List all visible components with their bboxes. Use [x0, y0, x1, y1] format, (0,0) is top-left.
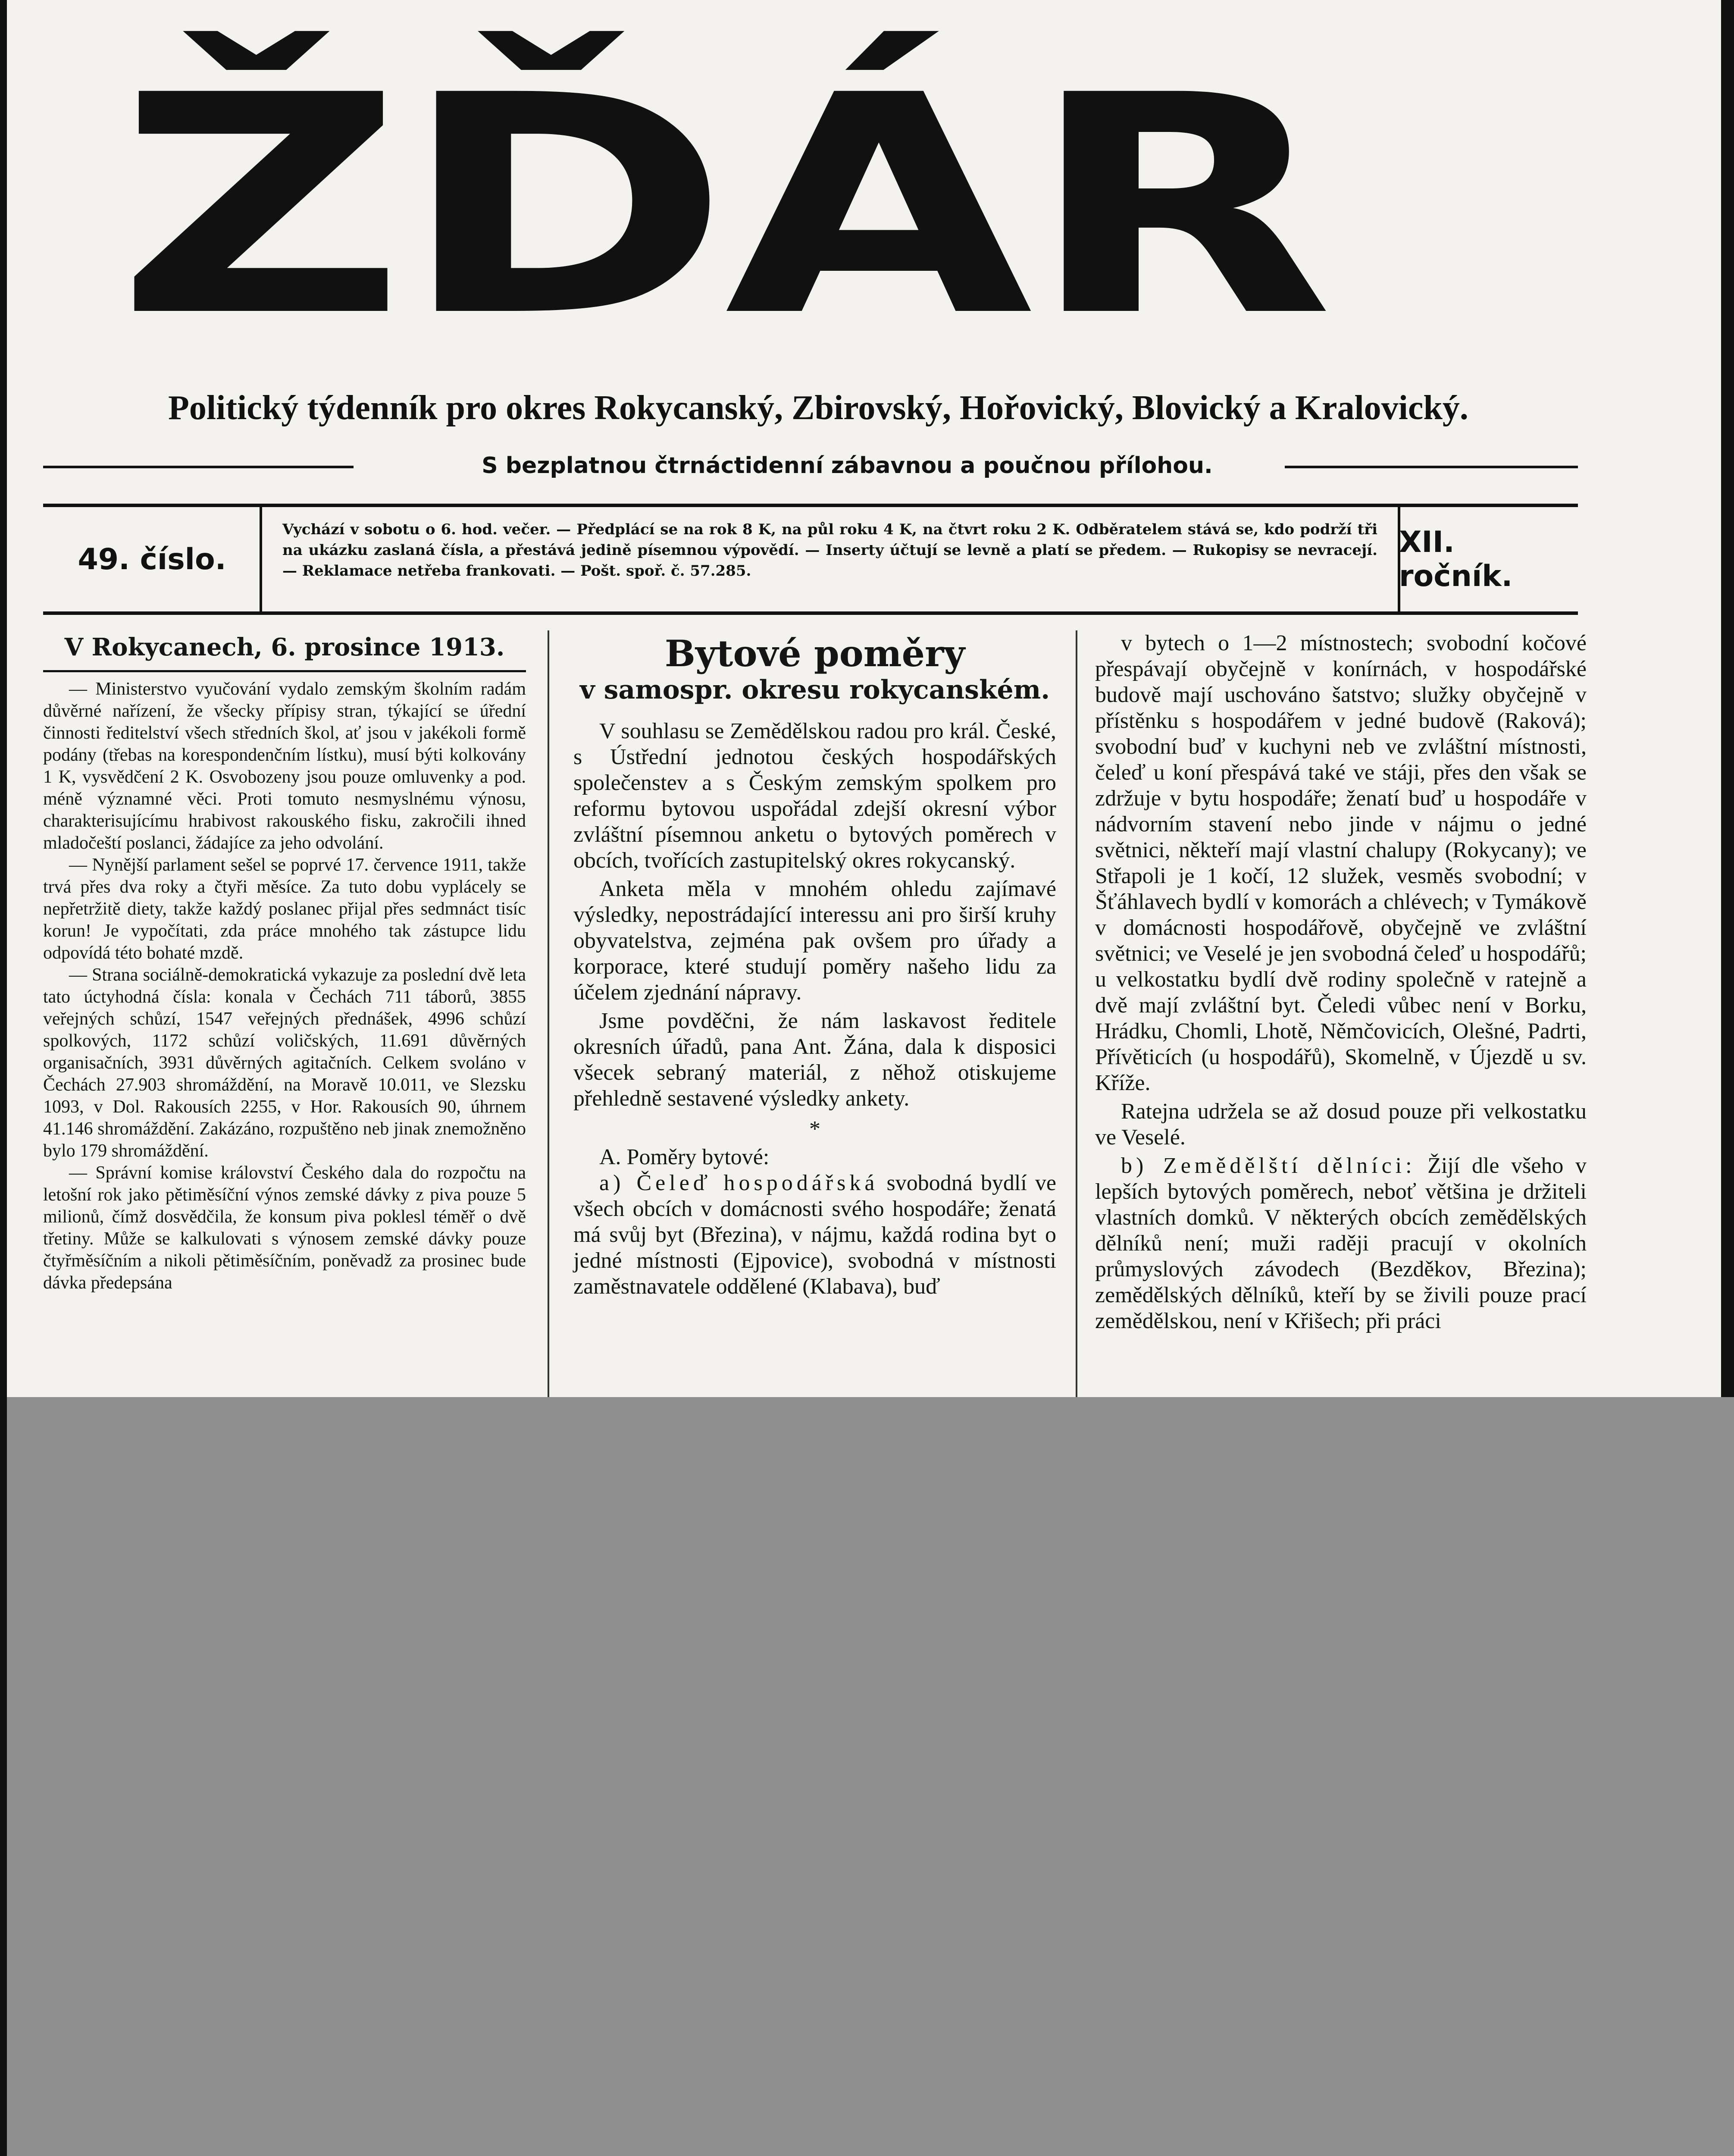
item-label: b) Zemědělští dělníci: — [1121, 1153, 1416, 1178]
scan-edge-right — [1721, 0, 1734, 1397]
newspaper-subtitle: Politický týdenník pro okres Rokycanský, Zbirovský, Hořovický, Blovický a Kralovický. — [168, 389, 1468, 427]
article-paragraph-item-a — [573, 1170, 1056, 1300]
info-bar — [43, 504, 1578, 615]
issue-number: 49. číslo. — [78, 542, 226, 577]
item-text: svobodná bydlí ve všech obcích v domácnosti svého hospodáře; ženatá má svůj byt (Březina), v nájmu, každá rodina byt o jedné místnosti (Ejpovice), svobodná v místnosti zaměstnavatele oddělené (Klabava), buď — [573, 1171, 1056, 1299]
article-paragraph: Jsme povděčni, že nám laskavost ředitele okresních úřadů, pana Ant. Žána, dala k disposici všecek sebraný materiál, z něhož otiskujeme přehledně sestavené výsledky ankety. — [573, 1009, 1056, 1111]
subscription-info: Vychází v sobotu o 6. hod. večer. — Předplácí se na rok 8 K, na půl roku 4 K, na čtvrt roku 2 K. Odběratelem stává se, kdo podrží tři na ukázku zaslaná čísla, a přestává jedině písemnou výpovědí. — Inserty účtují se levně a platí se předem. — Rukopisy se nevracejí. — Reklamace netřeba frankovati. — Pošt. spoř. č. 57.285. — [282, 521, 1377, 580]
column-divider — [548, 630, 549, 1397]
item-text: Žijí dle všeho v lepších bytových poměrech, neboť většina je držiteli vlastních domků. V některých obcích zemědělských dělníků není; muži raději pracují v okolních průmyslových závodech (Bezděkov, Březina); zemědělských dělníků, kteří by se živili pouze prací zemědělskou, není v Křišech; při práci — [1095, 1153, 1587, 1333]
scan-edge-left — [0, 0, 7, 2156]
column-article-continued — [1095, 630, 1587, 1337]
news-paragraph: — Ministerstvo vyučování vydalo zemským školním radám důvěrné nařízení, že všecky přípisy stran, týkající se úřední činnosti ředitelství všech středních škol, ať jsou v jakékoli formě podány (třebas na korespondenčním lístku), musí býti kolkovány 1 K, vysvědčení 2 K. Osvobozeny jsou pouze omluvenky a pod. méně významné věci. Proti tomuto nesmyslnému výnosu, charakterisujícímu hrabivost rakouského fisku, zakročili ihned mladočeští poslanci, žádajíce za jeho odvolání. — [43, 679, 526, 853]
supplement-note: S bezplatnou čtrnáctidenní zábavnou a poučnou přílohou. — [482, 453, 1213, 479]
article-paragraph: Ratejna udržela se až dosud pouze při velkostatku ve Veselé. — [1095, 1099, 1587, 1150]
news-paragraph: — Nynější parlament sešel se poprvé 17. července 1911, takže trvá přes dva roky a čtyři měsíce. Za tuto dobu vyplácely se nepřetržitě diety, takže každý poslanec přijal přes sedmnáct tisíc korun! Je vypočítati, zda práce mnohého tak zástupce lidu odpovídá této bohaté mzdě. — [43, 855, 526, 963]
column-divider — [1076, 630, 1077, 1397]
rule-right — [1285, 466, 1578, 468]
volume-number: XII. ročník. — [1399, 525, 1513, 593]
news-paragraph: — Správní komise království Českého dala do rozpočtu na letošní rok jako pětiměsíční výnos zemské dávky z piva pouze 5 milionů, čímž dosvědčila, že konsum piva poklesl téměř o dvě třetiny. Může se kalkulovati s výnosem zemské dávky pouze čtyřměsíčním a nikoli pětiměsíčním, poněvadž za prosinec bude dávka předepsána — [43, 1163, 526, 1293]
article-subtitle: v samospr. okresu rokycanském. — [579, 675, 1050, 705]
article-paragraph: Anketa měla v mnohém ohledu zajímavé výsledky, nepostrádající interessu ani pro širší kruhy obyvatelstva, zejména pak ovšem pro úřady a korporace, které studují poměry našeho lidu za účelem zjednání nápravy. — [573, 877, 1056, 1005]
section-heading: A. Poměry bytové: — [599, 1145, 770, 1169]
rule-left — [43, 466, 354, 468]
article-paragraph: v bytech o 1—2 místnostech; svobodní kočové přespávají obyčejně v konírnách, v hospodářské budově mají uschováno šatstvo; služky obyčejně v přístěnku s hospodářem v jedné budově (Raková); svobodní buď v kuchyni neb ve zvláštní místnosti, čeleď u koní přespává také ve stáji, přes den však se zdržuje v bytu hospodáře; ženatí buď u hospodáře v nádvorním stavení nebo jinde v nájmu o jedné světnici, někteří mají vlastní chalupy (Rokycany); ve Střapoli je 1 kočí, 12 služek, vesměs svobodní; v Šťáhlavech bydlí v komorách a chlévech; v Tymákově v domácnosti hospodářově, obyčejně ve zvláštní světnici; ve Veselé je jen svobodná čeleď u hospodářů; u velkostatku bydlí dvě rodiny společně v ratejně a dvě mají zvláštní byt. Čeledi vůbec není v Borku, Hrádku, Chomli, Lhotě, Němčovicích, Olešné, Padrti, Přívěticích (u hospodářů), Skomelně, v Újezdě u sv. Kříže. — [1095, 631, 1587, 1095]
dateline: V Rokycanech, 6. prosince 1913. — [43, 630, 526, 672]
section-separator: * — [809, 1117, 820, 1141]
column-news — [43, 630, 526, 1294]
article-title: Bytové poměry — [664, 632, 965, 675]
supplement-row — [43, 448, 1578, 483]
article-paragraph: V souhlasu se Zemědělskou radou pro král. České, s Ústřední jednotou českých hospodářských společenstev a s Českým zemským spolkem pro reformu bytovou uspořádal zdejší okresní výbor zvláštní písemnou anketu o bytových poměrech v obcích, tvořících zastupitelský okres rokycanský. — [573, 719, 1056, 873]
masthead-title: ŽĎÁR — [116, 31, 1328, 382]
news-paragraph: — Strana sociálně-demokratická vykazuje za poslední dvě leta tato úctyhodná čísla: konala v Čechách 711 táborů, 3855 veřejných schůzí, 1547 veřejných přednášek, 4996 schůzí spolkových, 1172 schůzí voličských, 11.691 důvěrných organisačních, 3931 důvěrných agitačních. Celkem svoláno v Čechách 27.903 shromáždění, na Moravě 10.011, ve Slezsku 1093, v Dol. Rakousích 2255, v Hor. Rakousích 90, úhrnem 41.146 shromáždění. Zakázáno, rozpuštěno neb jinak znemožněno bylo 179 shromáždění. — [43, 965, 526, 1161]
article-paragraph-item-b — [1095, 1153, 1587, 1334]
item-label: a) Čeleď hospodářská — [599, 1171, 879, 1195]
column-article — [573, 630, 1056, 1302]
